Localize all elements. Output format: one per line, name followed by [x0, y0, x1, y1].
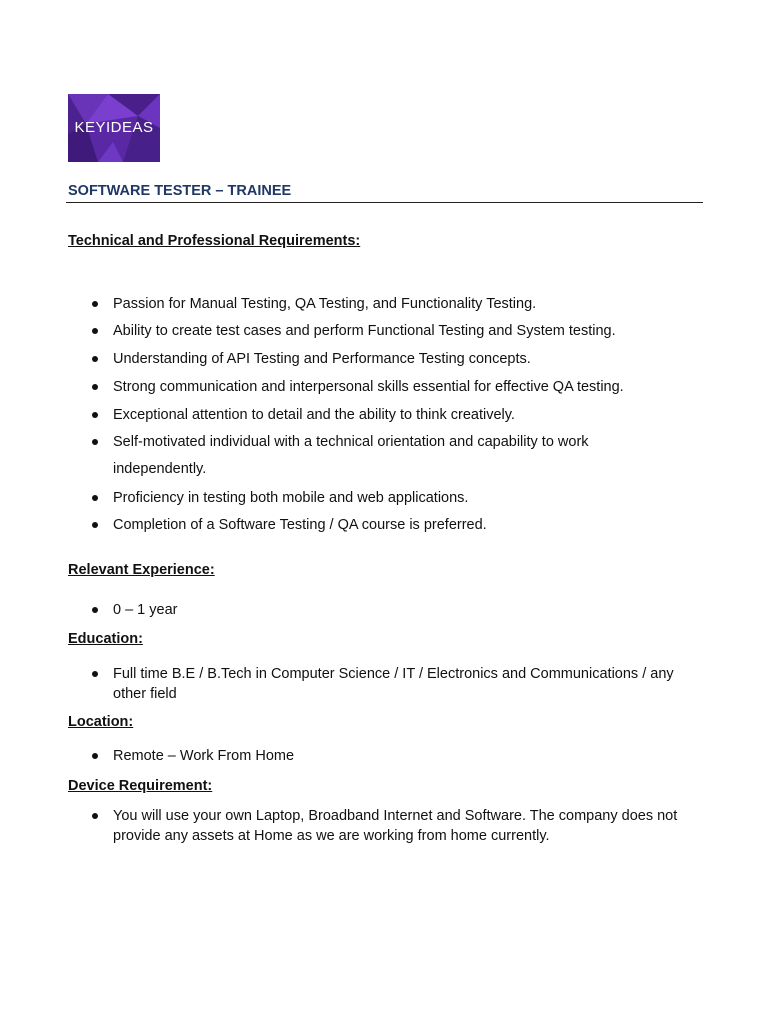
list-item: Remote – Work From Home — [113, 746, 713, 766]
list-item: Passion for Manual Testing, QA Testing, and Functionality Testing. — [113, 294, 713, 314]
list-item: Full time B.E / B.Tech in Computer Science / IT / Electronics and Communications / any other field — [113, 664, 708, 704]
device-requirement-heading: Device Requirement: — [68, 778, 213, 794]
list-item: Understanding of API Testing and Performance Testing concepts. — [113, 349, 713, 369]
list-item: Self-motivated individual with a technical orientation and capability to work independently. — [113, 429, 633, 483]
logo-wordmark: KEYIDEAS — [74, 119, 154, 136]
title-divider — [66, 202, 703, 203]
education-heading: Education: — [68, 631, 143, 647]
list-item: Ability to create test cases and perform Functional Testing and System testing. — [113, 321, 713, 341]
job-title: SOFTWARE TESTER – TRAINEE — [68, 183, 292, 199]
technical-requirements-heading: Technical and Professional Requirements: — [68, 233, 361, 249]
experience-heading: Relevant Experience: — [68, 562, 215, 578]
keyideas-logo — [68, 94, 160, 162]
location-heading: Location: — [68, 714, 134, 730]
list-item: You will use your own Laptop, Broadband Internet and Software. The company does not provide any assets at Home as we are working from home currently. — [113, 806, 698, 846]
list-item: 0 – 1 year — [113, 600, 713, 620]
list-item: Exceptional attention to detail and the ability to think creatively. — [113, 405, 713, 425]
list-item: Completion of a Software Testing / QA course is preferred. — [113, 515, 713, 535]
list-item: Proficiency in testing both mobile and web applications. — [113, 488, 713, 508]
list-item: Strong communication and interpersonal skills essential for effective QA testing. — [113, 377, 713, 397]
